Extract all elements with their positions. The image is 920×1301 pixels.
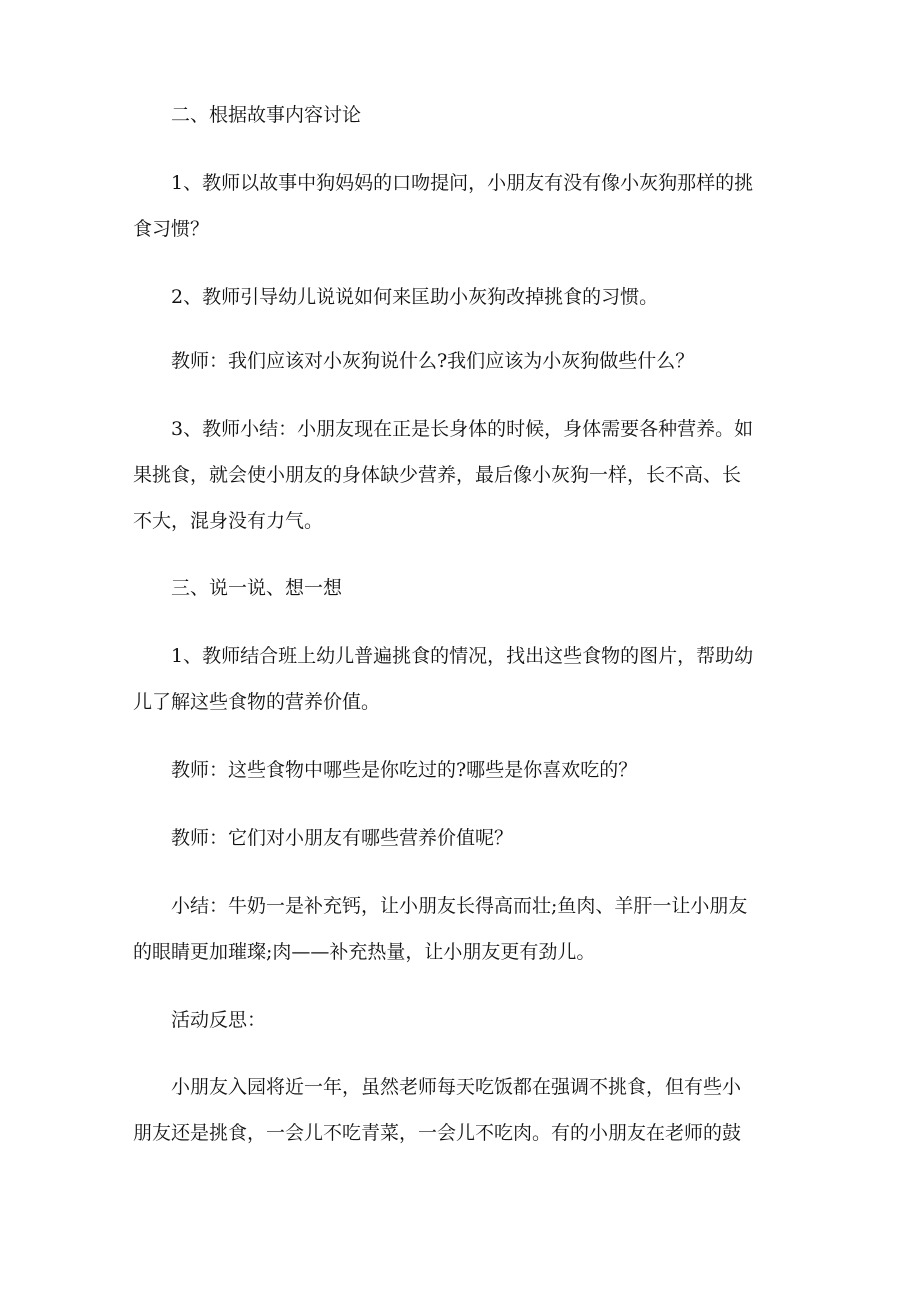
text-line: 教师：它们对小朋友有哪些营养价值呢？ — [171, 827, 514, 849]
text-line: 小结：牛奶一是补充钙，让小朋友长得高而壮;鱼肉、羊肝一让小朋友 — [171, 895, 748, 917]
text-line: 朋友还是挑食，一会儿不吃青菜，一会儿不吃肉。有的小朋友在老师的鼓 — [133, 1122, 742, 1144]
text-line: 儿了解这些食物的营养价值。 — [133, 691, 381, 713]
section-heading-discussion — [133, 92, 789, 138]
section-heading-reflection — [133, 997, 789, 1043]
paragraph — [133, 274, 789, 320]
text-line: 二、根据故事内容讨论 — [171, 104, 362, 126]
text-line: 1、教师结合班上幼儿普遍挑食的情况，找出这些食物的图片，帮助幼 — [171, 645, 754, 667]
text-line: 2、教师引导幼儿说说如何来匡助小灰狗改掉挑食的习惯。 — [171, 286, 659, 308]
paragraph — [133, 747, 789, 793]
text-line: 3、教师小结：小朋友现在正是长身体的时候，身体需要各种营养。如 — [171, 418, 754, 440]
text-line: 活动反思： — [171, 1009, 267, 1031]
text-line: 1、教师以故事中狗妈妈的口吻提问，小朋友有没有像小灰狗那样的挑 — [171, 172, 754, 194]
text-line: 三、说一说、想一想 — [171, 577, 343, 599]
paragraph — [133, 338, 789, 384]
paragraph — [133, 1064, 789, 1156]
text-line: 果挑食，就会使小朋友的身体缺少营养，最后像小灰狗一样，长不高、长 — [133, 464, 742, 486]
section-heading-talk-and-think — [133, 565, 789, 611]
text-line: 不大，混身没有力气。 — [133, 510, 324, 532]
paragraph-summary — [133, 883, 789, 975]
paragraph — [133, 815, 789, 861]
paragraph — [133, 633, 789, 725]
paragraph — [133, 406, 789, 544]
text-line: 的眼睛更加璀璨;肉——补充热量，让小朋友更有劲儿。 — [133, 941, 596, 963]
text-line: 小朋友入园将近一年，虽然老师每天吃饭都在强调不挑食，但有些小 — [171, 1076, 742, 1098]
text-line: 食习惯？ — [133, 218, 210, 240]
text-line: 教师：这些食物中哪些是你吃过的?哪些是你喜欢吃的？ — [171, 759, 638, 781]
text-line: 教师：我们应该对小灰狗说什么?我们应该为小灰狗做些什么？ — [171, 350, 695, 372]
paragraph — [133, 160, 789, 252]
